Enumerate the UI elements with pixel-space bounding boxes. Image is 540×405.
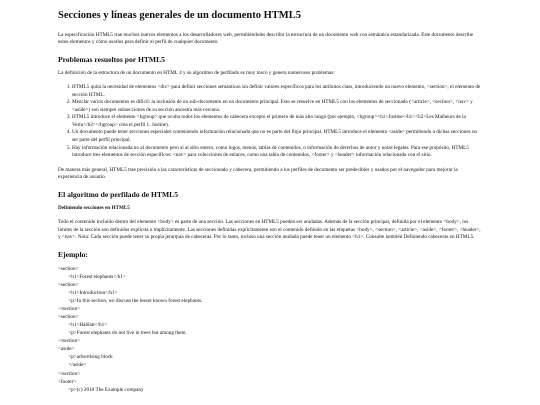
list-item: 1. HTML5 quita la necesidad de elementos <div> para definir secciones semánticas sin definir valores específicos para los atributos class, introduciendo un nuevo elemento, <section>, el elemento de sección HTML. — [72, 84, 482, 99]
example-code: <section> <h1>Forest elephants</h1> <section> <h1>Introduction</h1> <p>In this section, we discuss the lesser known forest elephants. </section> <section> <h1>Habitat</h1> <p>Forest elephants do not live in trees but among them. </section> <aside> <p>advertising block </aside> </section> <footer> <p>(c) 2010 The Example company — [58, 265, 203, 393]
page-title: Secciones y líneas generales de un documento HTML5 — [58, 10, 301, 21]
list-item: 4. Un documento puede tener secciones especiales conteniendo información relacionada que no es parte del flujo principal. HTML5 introduce el elemento <aside> permitiendo a dichas secciones no ser parte del perfil principal. — [72, 129, 482, 144]
problems-closing: De manera más general, HTML5 trae precisión a las características de seccionado y cabecera, permitiendo a los perfiles de documento ser predecibles y usados por el navegador para mejorar la experiencia de usuario. — [58, 166, 458, 181]
list-item: 5. Hay información relacionada no al documento pero sí al sitio entero, como logos, menús, tablas de contenidos, o información de derechos de autor y notas legales. Para ese propósito, HTML5 introduce tres elementos de sección específicos: <nav> para colecciones de enlaces, como una tabla de contenidos, <footer> y <header> información relacionada con el sitio. — [72, 145, 482, 160]
algorithm-subheading: Definiendo secciones en HTML5 — [58, 204, 130, 211]
example-heading: Ejemplo: — [58, 249, 88, 259]
problems-heading: Problemas resueltos por HTML5 — [58, 54, 165, 64]
problems-list — [58, 84, 482, 159]
intro-paragraph: La especificación HTML5 trae muchos nuevos elementos a los desarrolladores web, permitiéndoles describir la estructura de un documento web con semántica estandarizada. Este documento describe estos elementos y cómo usarlos para definir el perfil de cualquier documento. — [58, 31, 474, 46]
algorithm-body: Todo el contenido incluido dentro del elemento <body> es parte de una sección. Las secciones en HTML5 pueden ser anidadas. Además de la sección principal, definida por el elemento <body>, los límites de la sección son definidos explícita o implícitamente. Las secciones definidas explícitamente son el contenido definido en las etiquetas <body>, <section>, <article>, <aside>, <footer>, <header>, y <nav>. Nota: Cada sección puede tener su propia jerarquía de cabeceras. Por lo tanto, incluso una sección anidada puede tener un elemento <h1>. Consulte también Definiendo cabeceras en HTML5. — [58, 219, 481, 241]
algorithm-heading: El algoritmo de perfilado de HTML5 — [58, 189, 179, 199]
problems-lead: La definición de la estructura de un documento en HTML 4 y su algoritmo de perfilado es muy tosco y genera numerosos problemas: — [58, 69, 335, 76]
list-item: 3. HTML5 introduce el elemento <hgroup> que oculta todos los elementos de cabecera excepto el primero de más alto rango (por ejemplo, <hgroup><h1>Justine</h1><h2>Les Malheurs de la Vertu</h2></hgroup> crea el perfil 1. Justine). — [72, 114, 482, 129]
list-item: 2. Mezclar varios documentos es difícil: la inclusión de un sub-documento en un documento principal. Esto se resuelve en HTML5 con los elementos de seccionado (<article>, <section>, <nav> y <aside>) son siempre subsecciones de su sección ancestra más cercana. — [72, 99, 482, 114]
